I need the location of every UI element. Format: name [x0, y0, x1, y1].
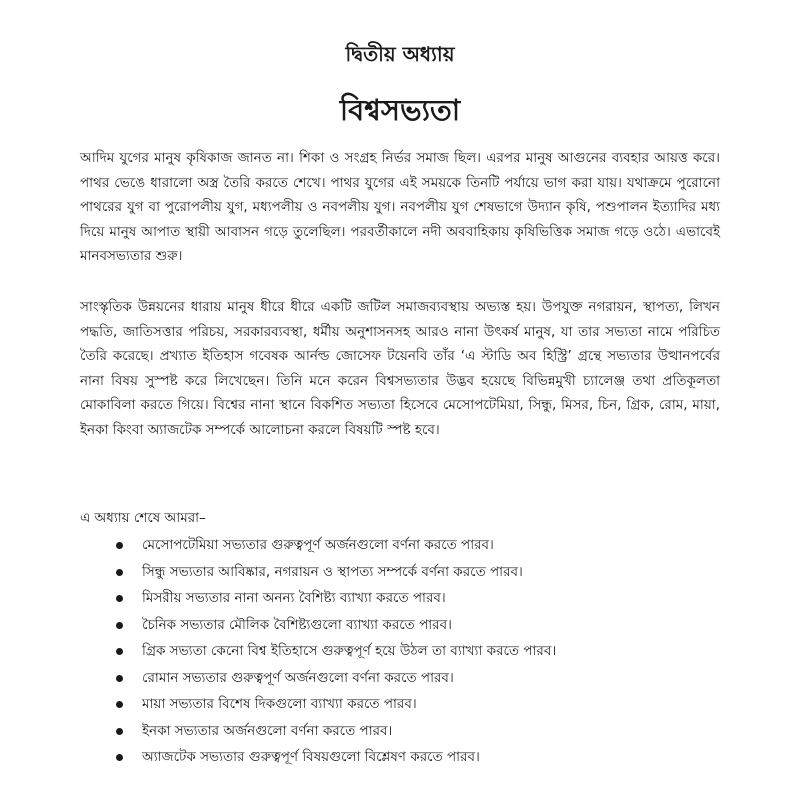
objective-item [112, 532, 732, 559]
bullet-icon [116, 754, 123, 761]
objective-text: গ্রিক সভ্যতা কেনো বিশ্ব ইতিহাসে গুরুত্বপূর্ণ হয়ে উঠল তা ব্যাখ্যা করতে পারব। [142, 643, 557, 659]
objective-item [112, 691, 732, 718]
objective-text: মায়া সভ্যতার বিশেষ দিকগুলো ব্যাখ্যা করতে পারব। [142, 696, 417, 712]
objective-text: ইনকা সভ্যতার অর্জনগুলো বর্ণনা করতে পারব। [142, 722, 393, 739]
objective-text: সিন্ধু সভ্যতার আবিষ্কার, নগরায়ন ও স্থাপত্য সম্পর্কে বর্ণনা করতে পারব। [142, 563, 523, 580]
chapter-label: দ্বিতীয় অধ্যায় [345, 42, 455, 66]
objective-item [112, 612, 732, 639]
objective-text: মেসোপটেমিয়া সভ্যতার গুরুত্বপূর্ণ অর্জনগুলো বর্ণনা করতে পারব। [142, 537, 494, 553]
objective-text: অ্যাজটেক সভ্যতার গুরুত্বপূর্ণ বিষয়গুলো বিশ্লেষণ করতে পারব। [142, 749, 480, 765]
objective-item [112, 585, 732, 612]
bullet-icon [116, 701, 123, 708]
objective-item [112, 665, 732, 692]
objective-item [112, 744, 732, 771]
objective-text: রোমান সভ্যতার গুরুত্বপূর্ণ অর্জনগুলো বর্ণনা করতে পারব। [142, 669, 454, 686]
chapter-title: বিশ্বসভ্যতা [339, 93, 461, 127]
objective-item [112, 718, 732, 745]
objective-item [112, 638, 732, 665]
bullet-icon [116, 569, 123, 576]
objectives-intro: এ অধ্যায় শেষে আমরা– [80, 510, 206, 526]
objective-item [112, 559, 732, 586]
bullet-icon [116, 648, 123, 655]
bullet-icon [116, 595, 123, 602]
objective-text: চৈনিক সভ্যতার মৌলিক বৈশিষ্ট্যগুলো ব্যাখ্যা করতে পারব। [142, 616, 452, 633]
bullet-icon [116, 675, 123, 682]
objectives-list [112, 532, 732, 771]
bullet-icon [116, 542, 123, 549]
objective-text: মিসরীয় সভ্যতার নানা অনন্য বৈশিষ্ট্য ব্যাখ্যা করতে পারব। [142, 590, 446, 606]
bullet-icon [116, 622, 123, 629]
paragraph-prehistory: আদিম যুগের মানুষ কৃষিকাজ জানত না। শিকা ও সংগ্রহ নির্ভর সমাজ ছিল। এরপর মানুষ আগুনের ব্যবহার আয়ত্ত করে। পাথর ভেঙে ধারালো অস্ত্র তৈরি করতে শেখে। পাথর যুগের এই সময়কে তিনটি পর্যায়ে ভাগ করা যায়। যথাক্রমে পুরোনো পাথরের যুগ বা পুরোপলীয় যুগ, মধ্যপলীয় ও নবপলীয় যুগ। নবপলীয় যুগ শেষভাগে উদ্যান কৃষি, পশুপালন ইত্যাদির মধ্য দিয়ে মানুষ আপাত স্থায়ী আবাসন গড়ে তুলেছিল। পরবর্তীকালে নদী অববাহিকায় কৃষিভিত্তিক সমাজ গড়ে ওঠে। এভাবেই মানবসভ্যতার শুরু। [80, 150, 720, 264]
bullet-icon [116, 728, 123, 735]
paragraph-civilization: সাংস্কৃতিক উন্নয়নের ধারায় মানুষ ধীরে ধীরে একটি জটিল সমাজব্যবস্থায় অভ্যস্ত হয়। উপযুক্ত নগরায়ন, স্থাপত্য, লিখন পদ্ধতি, জাতিসত্তার পরিচয়, সরকারব্যবস্থা, ধর্মীয় অনুশাসনসহ আরও নানা উৎকর্ষ মানুষ, যা তার সভ্যতা নামে পরিচিত তৈরি করেছে। প্রখ্যাত ইতিহাস গবেষক আর্নল্ড জোসেফ টয়েনবি তাঁর ‘এ স্টাডি অব হিস্ট্রি’ গ্রন্থে সভ্যতার উত্থানপর্বের নানা বিষয় সুস্পষ্ট করে লিখেছেন। তিনি মনে করেন বিশ্বসভ্যতার উদ্ভব হয়েছে বিভিন্নমুখী চ্যালেঞ্জ তথা প্রতিকূলতা মোকাবিলা করতে গিয়ে। বিশ্বের নানা স্থানে বিকশিত সভ্যতা হিসেবে মেসোপটেমিয়া, সিন্ধু, মিসর, চিন, গ্রিক, রোম, মায়া, ইনকা কিংবা অ্যাজটেক সম্পর্কে আলোচনা করলে বিষয়টি স্পষ্ট হবে। [80, 299, 720, 438]
